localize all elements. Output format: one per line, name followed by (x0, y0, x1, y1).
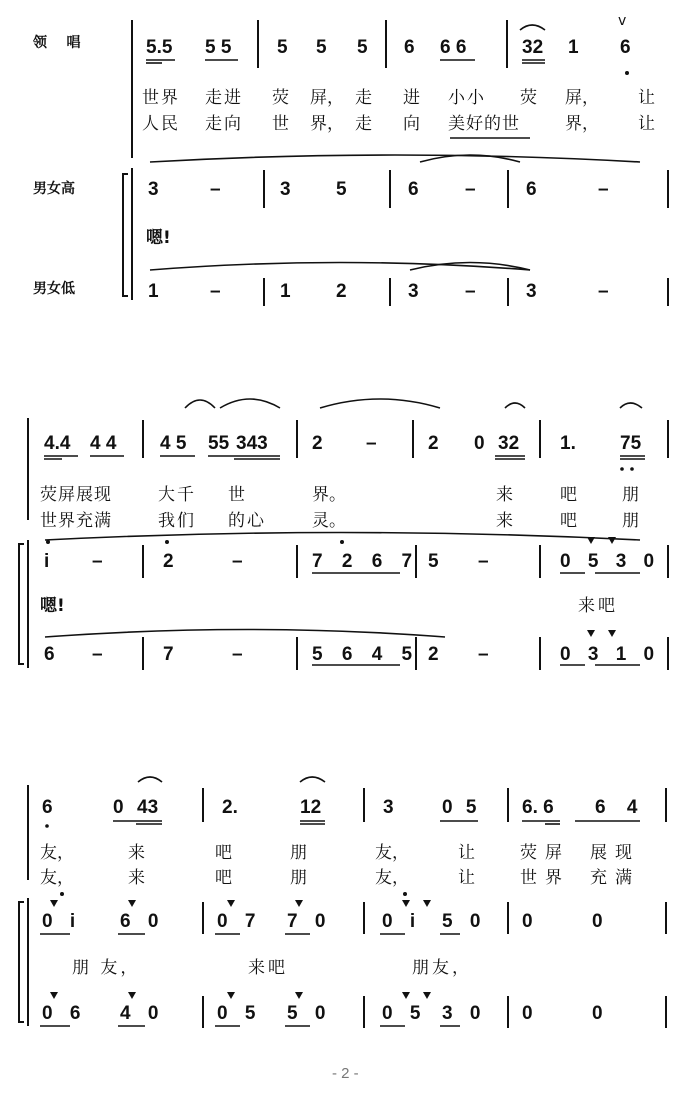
s3-low-note: 0 5 (382, 1003, 427, 1024)
s1-lead-note: 5 (277, 37, 288, 58)
s3-lyric2: 友， (375, 868, 409, 888)
s3-lyric1: 荧屏 (520, 843, 570, 863)
s3-lyric1: 友， (375, 843, 409, 863)
s1-lyric2: 美好的世 (448, 114, 520, 134)
s1-high-note: 5 (336, 179, 347, 200)
s1-lyric1: 屏， (310, 88, 344, 108)
s1-lyric1: 荧 (272, 88, 289, 108)
s2-lead-note: 55 (208, 433, 230, 454)
part-label-lead: 领 唱 (33, 35, 81, 51)
s3-low-note: 0 (592, 1003, 603, 1024)
s2-lead-note: 2 (312, 433, 323, 454)
s2-high-note: – (92, 551, 103, 572)
s1-lyric1: 走 (355, 88, 372, 108)
s1-lyric1: 让 (638, 88, 655, 108)
s1-lead-note: 5 5 (205, 37, 232, 58)
s3-high-lyric: 朋 友， (72, 958, 141, 978)
s2-high-note: – (478, 551, 489, 572)
s2-low-note: 6 (44, 644, 55, 665)
s3-lyric1: 来 (128, 843, 145, 863)
s3-lead-note: 0 5 (442, 797, 481, 818)
s2-low-note: 2 (428, 644, 439, 665)
s1-lyric2: 走向 (205, 114, 243, 134)
s3-low-note: 3 0 (442, 1003, 487, 1024)
s1-lead-note: 6 (404, 37, 415, 58)
s2-high-note: 7 2 6 7 (312, 551, 420, 572)
s1-lead-note: 6 (620, 37, 631, 58)
s2-lead-note: 1. (560, 433, 576, 454)
s2-high-note: 5 (428, 551, 439, 572)
s2-lyric2: 灵。 (312, 511, 346, 531)
s1-lyric1: 进 (403, 88, 420, 108)
s1-high-note: – (465, 179, 476, 200)
s3-high-lyric: 朋友， (412, 958, 472, 978)
s1-high-note: 6 (526, 179, 537, 200)
s1-low-note: – (210, 281, 221, 302)
s2-high-note: i (44, 551, 50, 572)
s2-lyric1: 吧 (560, 485, 577, 505)
s2-lyric1: 大千 (158, 485, 196, 505)
s2-low-note: 5 6 4 5 (312, 644, 420, 665)
s2-lyric1: 界。 (312, 485, 346, 505)
s1-lead-note: 1 (568, 37, 579, 58)
s3-lyric1: 展现 (590, 843, 640, 863)
s3-high-note: 0 (592, 911, 603, 932)
s1-lyric1: 荧 (520, 88, 537, 108)
s2-low-note: – (92, 644, 103, 665)
s1-lead-note: 32 (522, 37, 544, 58)
s2-high-note: 0 5 3 0 (560, 551, 661, 572)
s3-lyric1: 让 (458, 843, 475, 863)
s2-high-note: 2 (163, 551, 174, 572)
s3-lead-note: 6 (42, 797, 53, 818)
s1-lyric2: 人民 (142, 114, 180, 134)
s1-lead-note: 5.5 (146, 37, 173, 58)
s2-lyric2: 世界充满 (40, 511, 112, 531)
s2-high-lyric: 来吧 (578, 596, 618, 616)
s2-lead-note: 0 (474, 433, 485, 454)
s2-lead-note: 4 5 (160, 433, 187, 454)
s3-high-note: 5 0 (442, 911, 487, 932)
s1-lyric2: 走 (355, 114, 372, 134)
s3-high-note: 0 (522, 911, 533, 932)
s3-high-note: 0 i (42, 911, 82, 932)
s1-lead-note: 5 (316, 37, 327, 58)
s3-lead-note: 6 4 (595, 797, 646, 818)
s1-lyric2: 向 (403, 114, 420, 134)
s3-low-note: 0 (522, 1003, 533, 1024)
s1-lyric1: 小小 (448, 88, 486, 108)
s1-lyric1: 世界 (142, 88, 180, 108)
s2-lyric2: 的心 (228, 511, 266, 531)
part-label-high: 男女高 (33, 181, 75, 197)
breath-mark: v (618, 13, 627, 29)
s1-high-note: 3 (280, 179, 291, 200)
s2-low-note: 7 (163, 644, 174, 665)
s2-lyric2: 朋 (622, 511, 639, 531)
s3-lead-note: 3 (383, 797, 394, 818)
s2-lyric2: 我们 (158, 511, 196, 531)
s3-lead-note: 2. (222, 797, 238, 818)
s1-low-note: 3 (526, 281, 537, 302)
s3-lead-note: 43 (137, 797, 159, 818)
s3-lyric1: 朋 (290, 843, 307, 863)
s2-low-note: 0 3 1 0 (560, 644, 661, 665)
s1-high-note: – (598, 179, 609, 200)
s3-low-note: 4 0 (120, 1003, 165, 1024)
s2-lyric2: 吧 (560, 511, 577, 531)
s1-low-note: – (465, 281, 476, 302)
s2-lyric1: 朋 (622, 485, 639, 505)
s3-lyric1: 友， (40, 843, 74, 863)
s2-lyric2: 来 (496, 511, 513, 531)
s1-low-note: 2 (336, 281, 347, 302)
s3-lyric2: 来 (128, 868, 145, 888)
s1-lyric1: 屏， (565, 88, 599, 108)
s3-lead-note: 6. 6 (522, 797, 554, 818)
page-number: - 2 - (332, 1065, 359, 1082)
s2-lead-note: – (366, 433, 377, 454)
s2-lead-note: 343 (236, 433, 268, 454)
s3-lead-note: 12 (300, 797, 322, 818)
s3-high-note: 0 i (382, 911, 422, 932)
s1-high-note: 3 (148, 179, 159, 200)
s1-high-note: 6 (408, 179, 419, 200)
s3-high-lyric: 来吧 (248, 958, 288, 978)
s3-high-note: 6 0 (120, 911, 165, 932)
s3-lyric2: 充满 (590, 868, 640, 888)
s2-lead-note: 4.4 (44, 433, 71, 454)
s3-lyric1: 吧 (215, 843, 232, 863)
s3-low-note: 5 0 (287, 1003, 332, 1024)
s2-lyric1: 来 (496, 485, 513, 505)
s1-lyric2: 让 (638, 114, 655, 134)
part-label-low: 男女低 (33, 281, 75, 297)
s2-lyric1: 荧屏展现 (40, 485, 112, 505)
s3-lead-note: 0 (113, 797, 124, 818)
s3-low-note: 0 5 (217, 1003, 262, 1024)
s3-lyric2: 吧 (215, 868, 232, 888)
s1-lyric2: 世 (272, 114, 289, 134)
s2-high-lyric: 嗯! (40, 596, 65, 616)
s1-lyric2: 界， (565, 114, 599, 134)
s1-lyric1: 走进 (205, 88, 243, 108)
s1-high-lyric: 嗯! (146, 228, 171, 248)
s3-lyric2: 友， (40, 868, 74, 888)
s3-high-note: 7 0 (287, 911, 332, 932)
s3-lyric2: 朋 (290, 868, 307, 888)
s1-lyric2: 界， (310, 114, 344, 134)
s2-low-note: – (232, 644, 243, 665)
s3-lyric2: 让 (458, 868, 475, 888)
s1-low-note: 1 (148, 281, 159, 302)
s1-high-note: – (210, 179, 221, 200)
s1-lead-note: 5 (357, 37, 368, 58)
s3-low-note: 0 6 (42, 1003, 87, 1024)
s2-lead-note: 2 (428, 433, 439, 454)
s2-lead-note: 75 (620, 433, 642, 454)
s2-high-note: – (232, 551, 243, 572)
s3-high-note: 0 7 (217, 911, 262, 932)
s1-low-note: 3 (408, 281, 419, 302)
s3-lyric2: 世界 (520, 868, 570, 888)
s1-low-note: – (598, 281, 609, 302)
s1-low-note: 1 (280, 281, 291, 302)
s2-lyric1: 世 (228, 485, 245, 505)
s2-lead-note: 4 4 (90, 433, 117, 454)
s2-lead-note: 32 (498, 433, 520, 454)
s2-low-note: – (478, 644, 489, 665)
s1-lead-note: 6 6 (440, 37, 467, 58)
